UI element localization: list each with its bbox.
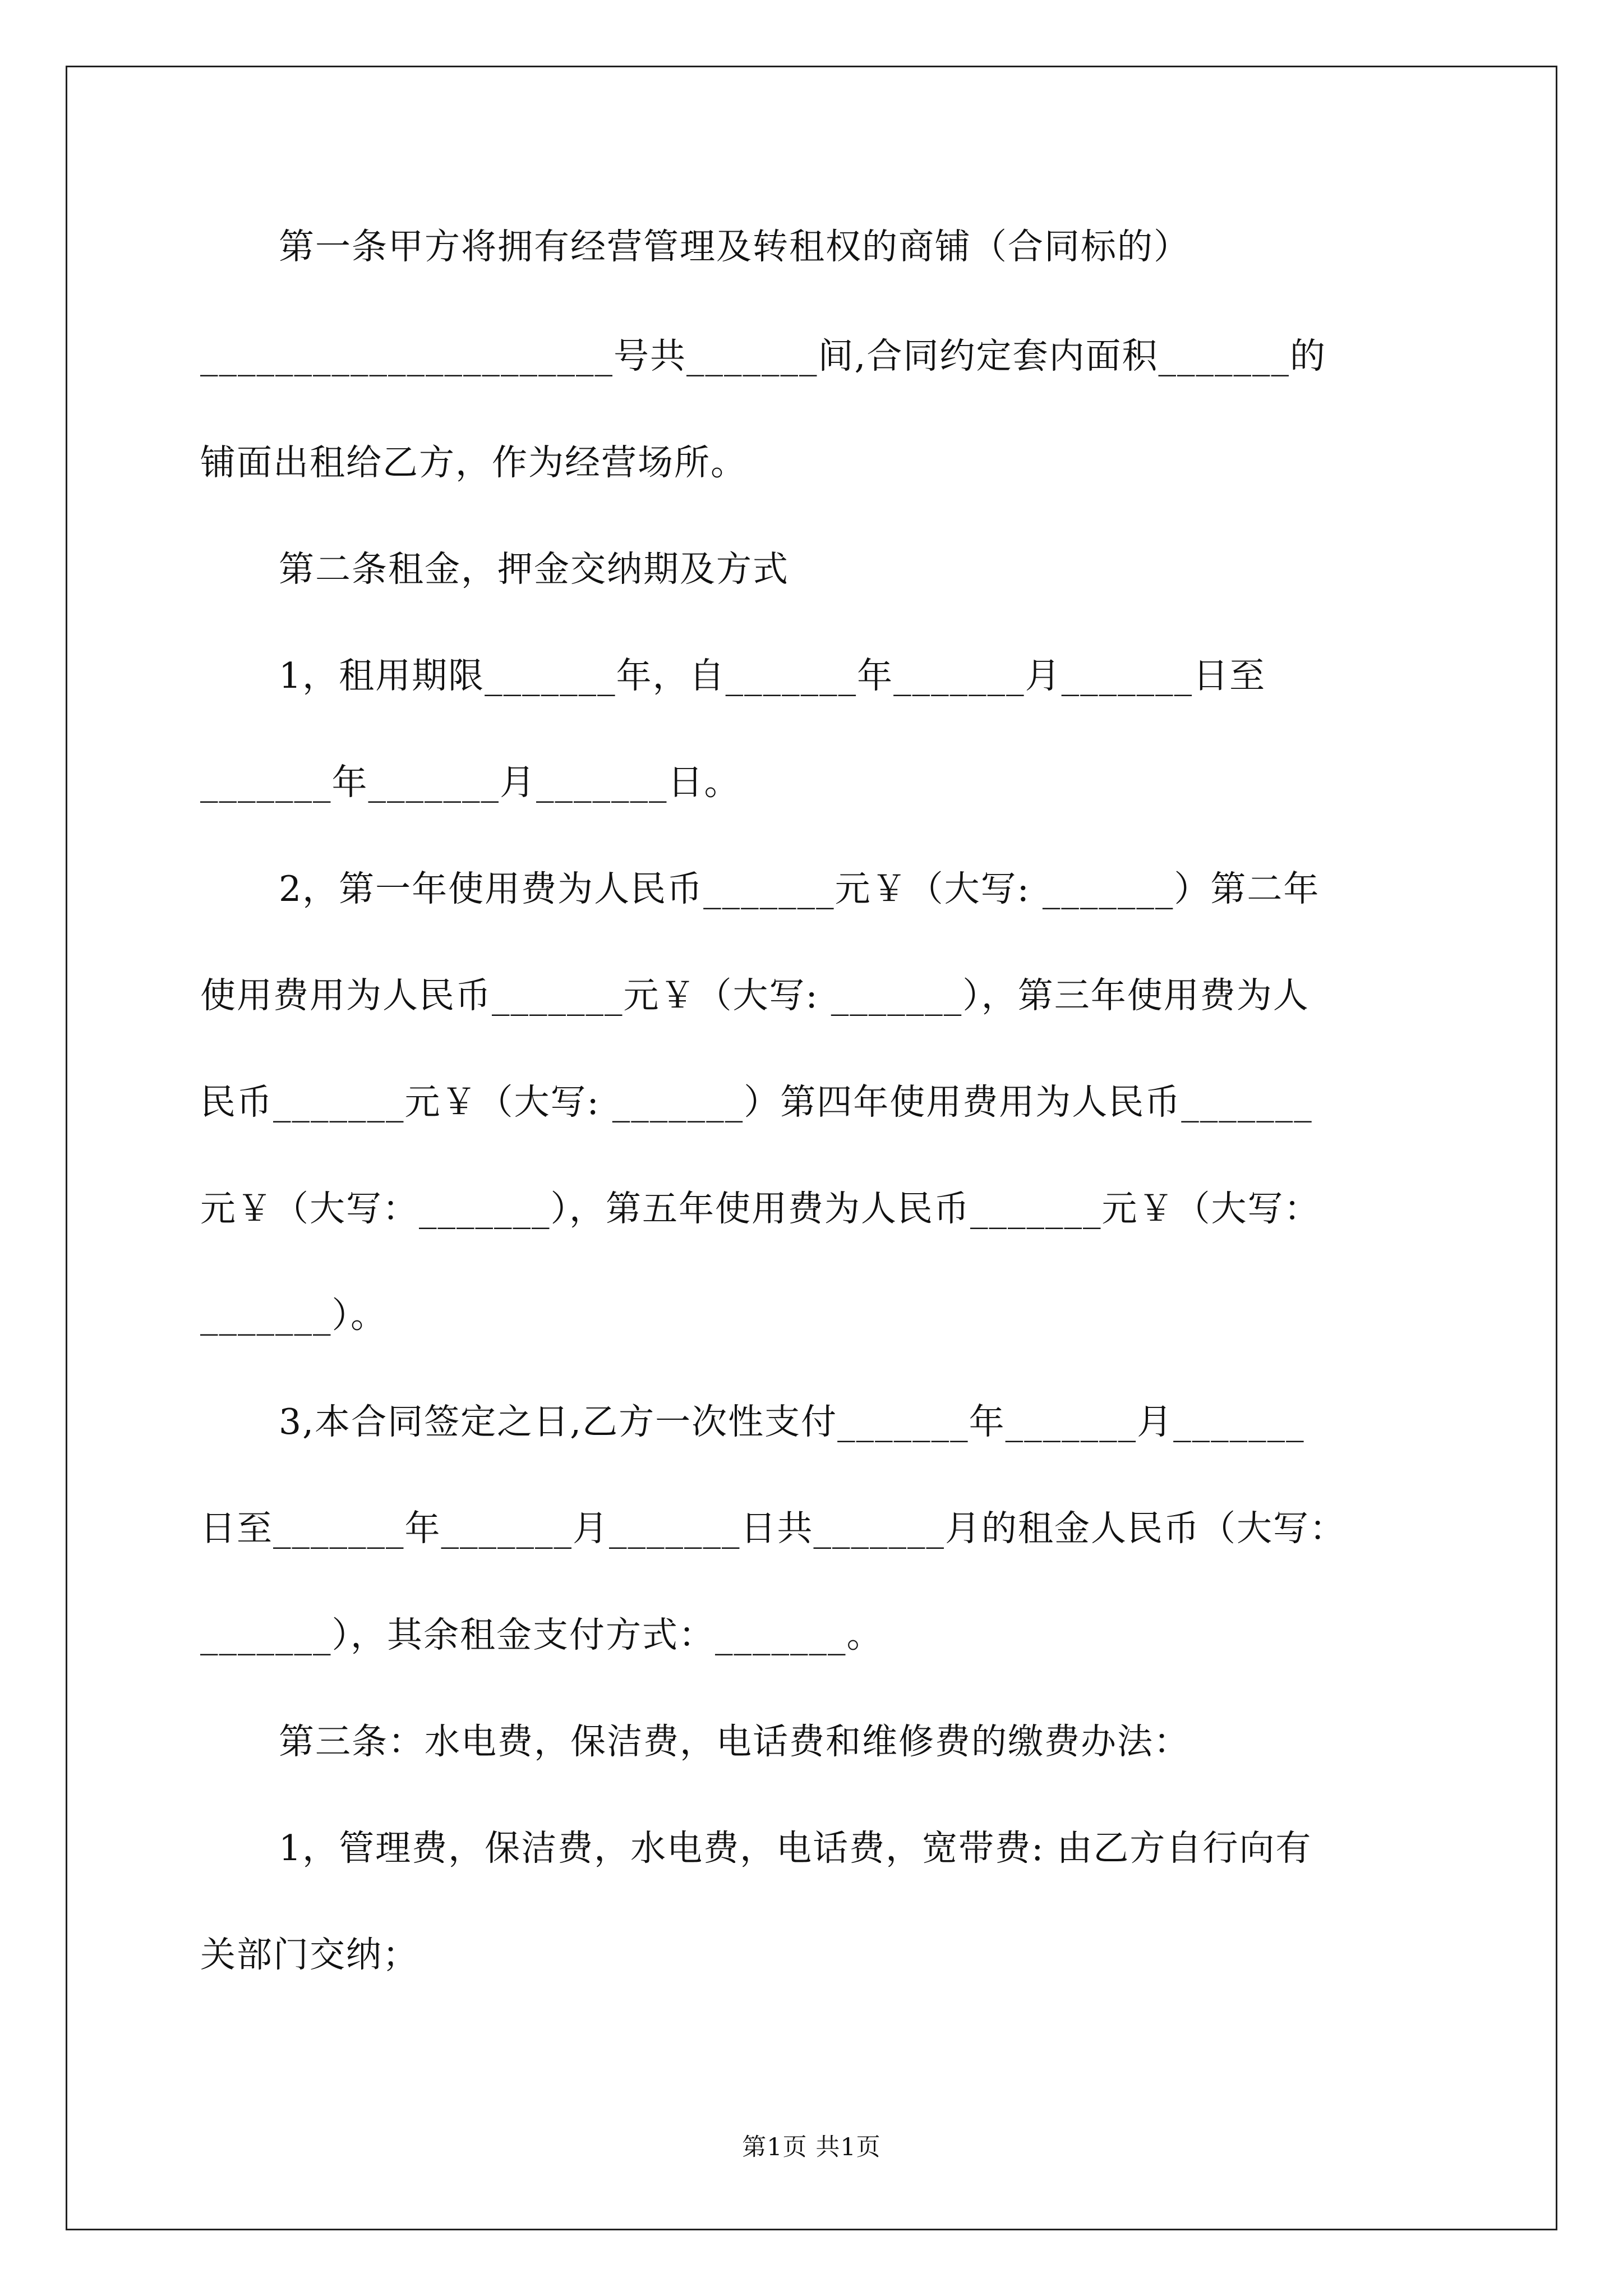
clause-2-3-line-1: 3,本合同签定之日,乙方一次性支付_______年_______月_______ bbox=[279, 1401, 1305, 1442]
article-1-line-3: 铺面出租给乙方，作为经营场所。 bbox=[200, 442, 747, 483]
clause-2-1-line-2: _______年_______月_______日。 bbox=[200, 762, 741, 803]
clause-2-3-line-3: _______），其余租金支付方式：_______。 bbox=[200, 1614, 883, 1655]
page-border bbox=[66, 66, 1557, 2230]
clause-2-1-line-1: 1，租用期限_______年，自_______年_______月_______日至 bbox=[279, 655, 1266, 696]
article-1-line-1: 第一条甲方将拥有经营管理及转租权的商铺（合同标的） bbox=[279, 226, 1190, 267]
article-3-heading: 第三条：水电费，保洁费，电话费和维修费的缴费办法： bbox=[279, 1721, 1190, 1762]
clause-2-2-line-1: 2，第一年使用费为人民币_______元￥（大写: _______）第二年 bbox=[279, 868, 1320, 909]
page-number-footer: 第1页 共1页 bbox=[742, 2133, 881, 2161]
clause-2-2-line-3: 民币_______元￥（大写: _______）第四年使用费用为人民币_______ bbox=[200, 1082, 1313, 1122]
clause-2-3-line-2: 日至_______年_______月_______日共_______月的租金人民币（大写： bbox=[200, 1508, 1346, 1549]
clause-3-1-line-2: 关部门交纳； bbox=[200, 1934, 419, 1975]
clause-3-1-line-1: 1，管理费，保洁费，水电费，电话费，宽带费: 由乙方自行向有 bbox=[279, 1828, 1312, 1869]
clause-2-2-line-2: 使用费用为人民币_______元￥（大写: _______），第三年使用费为人 bbox=[200, 975, 1310, 1016]
clause-2-2-line-4: 元￥（大写：_______），第五年使用费为人民币_______元￥（大写： bbox=[200, 1188, 1321, 1229]
article-1-line-2: ______________________号共_______间,合同约定套内面积_______的 bbox=[200, 335, 1327, 376]
article-2-heading: 第二条租金，押金交纳期及方式 bbox=[279, 549, 789, 590]
clause-2-2-line-5: _______）。 bbox=[200, 1295, 387, 1336]
